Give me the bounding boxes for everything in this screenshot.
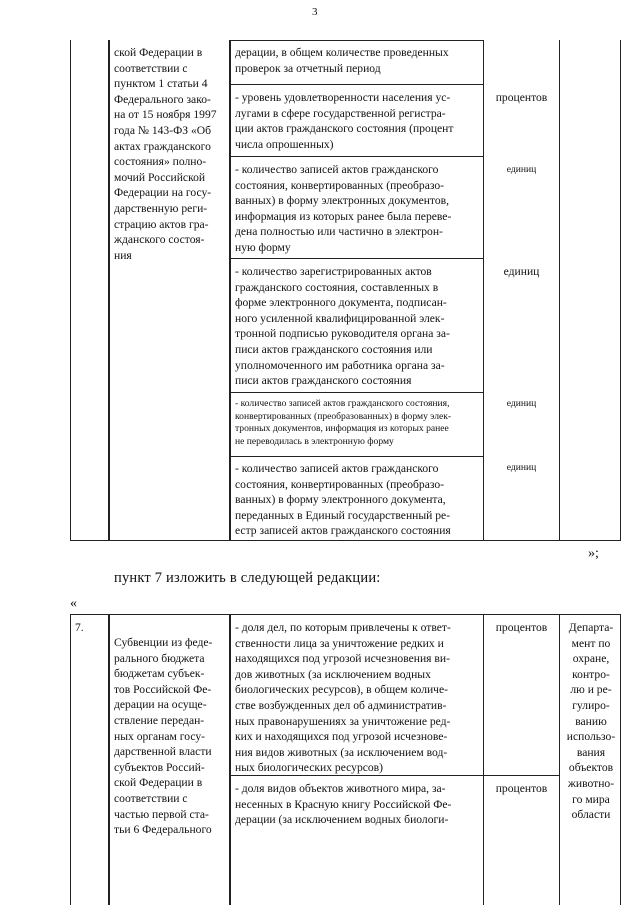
program-line: Федерального зако- (114, 92, 211, 106)
unit-cell: процентов (495, 91, 548, 104)
closing-quote: »; (588, 546, 599, 561)
program-line: соответствии с (114, 61, 188, 75)
indicator-cell: - доля видов объектов животного мира, за- несенных в Красную книгу Российской Фе- дерации (за исключением водных биологи- (235, 782, 452, 827)
program-line: ской Федерации в (114, 46, 203, 59)
opening-quote: « (70, 596, 77, 611)
program-line: ния (114, 248, 132, 262)
program-line: пунктом 1 статьи 4 (114, 77, 208, 91)
instruction-text: пункт 7 изложить в следующей редакции: (114, 570, 381, 586)
program-cell: Субвенции из феде- рального бюджета бюджетам субъек- тов Российской Фе- дерации на осуще- ствление передан- ных органам госу- дарственной власти субъектов Россий- ской Федерации в соответствии с частью первой ста- тьи 6 Федерального (114, 636, 213, 837)
program-line: на от 15 ноября 1997 (114, 108, 217, 122)
program-line: года № 143-ФЗ «Об (114, 123, 212, 137)
program-line: жданского состоя- (114, 233, 205, 247)
program-line: актах гражданского (114, 139, 211, 153)
program-line: Федерации на госу- (114, 186, 212, 200)
program-line: дарственную реги- (114, 201, 208, 215)
unit-cell: единиц (506, 164, 537, 175)
indicator-cell: - количество записей актов гражданского состояния, конвертированных (преобразо- ванных) в форму электронных документов, информация из которых ранее была переве- дена полностью или частично в электрон- ную форму (235, 163, 452, 254)
executor-cell: Департа- мент по охране, контро- лю и ре- гулиро- ванию использо- вания объектов животно- го мира области (566, 621, 616, 822)
indicator-cell: - уровень удовлетворенности населения ус- лугами в сфере государственной регистра- ции актов гражданского состояния (процент числа опрошенных) (235, 91, 454, 151)
unit-cell: процентов (495, 782, 548, 795)
row-number: 7. (75, 621, 84, 634)
program-line: мочий Российской (114, 170, 206, 184)
indicator-cell: - количество зарегистрированных актов гражданского состояния, составленных в форме электронного документа, подписан- ного усиленной квалифицированной элек- тронной подписью руководителя органа за- писи актов гражданского состояния или уполномоченного им работника органа за- писи актов гражданского состояния (235, 265, 450, 388)
unit-cell: процентов (495, 621, 548, 634)
indicator-cell: - доля дел, по которым привлечены к ответ- ственности лица за уничтожение редких и находящихся под угрозой исчезновения ви- дов животных (за исключением водных биологических ресурсов), в общем количе- стве возбужденных дел об административ- ных правонарушениях за уничтожение ред- ких и находящихся под угрозой исчезнове- ния видов животных (за исключением вод- ных биологических ресурсов) (235, 621, 451, 775)
program-cell (114, 45, 230, 263)
page-number: 3 (312, 6, 318, 18)
program-line: состояния» полно- (114, 155, 207, 169)
program-line: страцию актов гра- (114, 217, 209, 231)
unit-cell: единиц (503, 265, 540, 278)
unit-cell: единиц (506, 398, 537, 409)
indicator-cell: - количество записей актов гражданского состояния, конвертированных (преобразо- ванных) в форму электронного документа, переданных в Единый государственный ре- естр записей актов гражданского состояния (235, 462, 451, 538)
unit-cell: единиц (506, 462, 537, 473)
indicator-cell: дерации, в общем количестве проведенных проверок за отчетный период (235, 46, 449, 75)
indicator-cell: - количество записей актов гражданского состояния, конвертированных (преобразованных) в форму элек- тронных документов, информация из которых ранее не переводилась в электронную форму (235, 398, 452, 447)
